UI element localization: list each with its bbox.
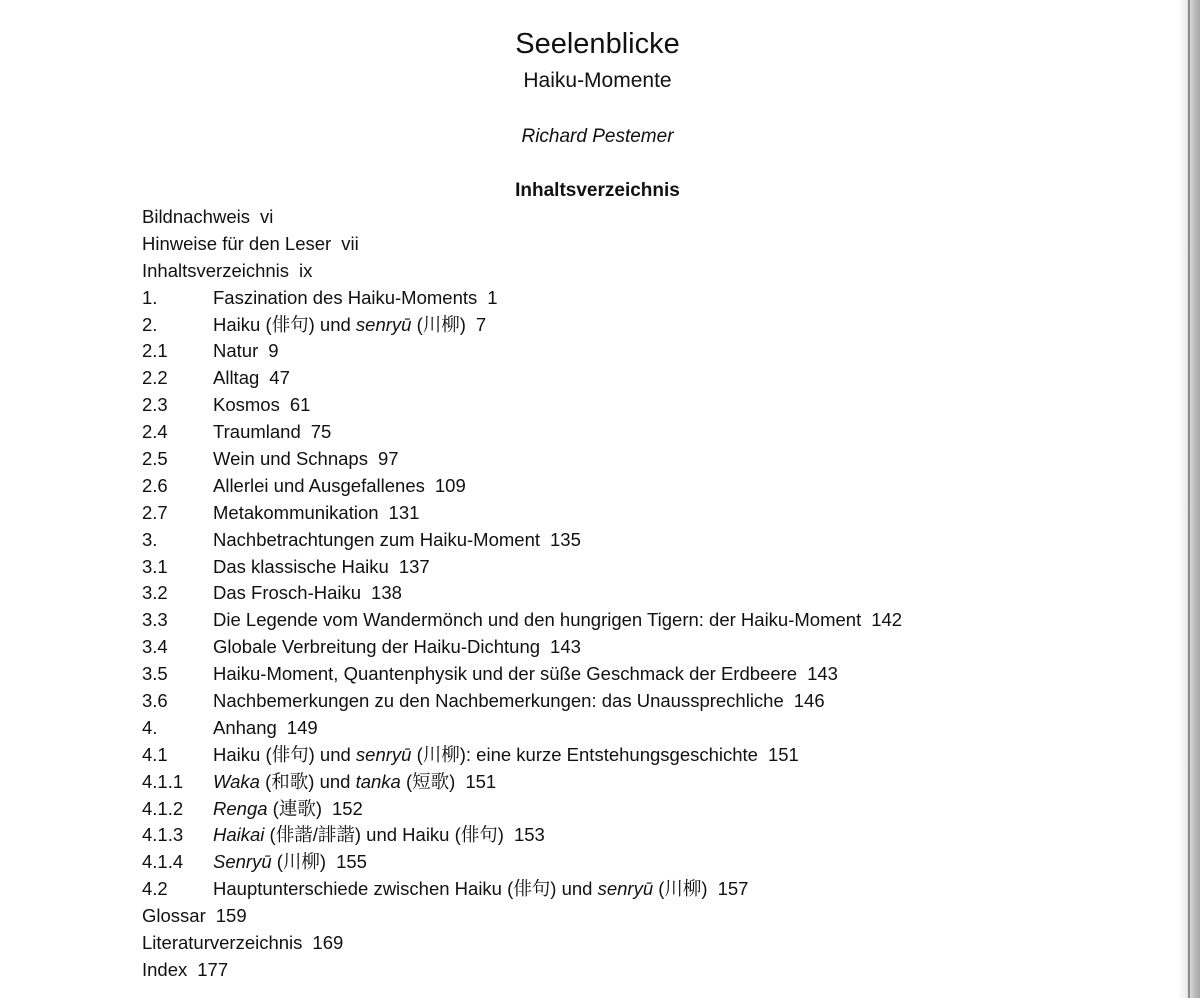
- toc-entry-label-part: Waka: [213, 770, 260, 792]
- toc-entry-label-part: Das Frosch-Haiku: [213, 582, 362, 604]
- toc-entry: [142, 661, 1172, 688]
- toc-entry-label-part: Die Legende vom Wandermönch und den hungrigen Tigern: der Haiku-Moment: [213, 609, 862, 631]
- toc-entry: [142, 822, 1172, 849]
- toc-entry-page: vi: [259, 206, 274, 227]
- toc-entry-label-part: Hauptunterschiede zwischen Haiku (俳句) und: [213, 878, 598, 900]
- toc-entry-page: 7: [475, 313, 487, 335]
- toc-entry: [142, 365, 1172, 392]
- toc-entry-label: Literaturverzeichnis: [142, 932, 303, 954]
- toc-entry-label: [213, 717, 277, 738]
- toc-entry-label-part: (川柳): [653, 878, 708, 900]
- toc-entry-label-part: Haiku-Moment, Quantenphysik und der süße Geschmack der Erdbeere: [213, 663, 798, 685]
- toc-entry-label: [213, 609, 861, 630]
- toc-entry-number: 2.1: [142, 340, 168, 362]
- toc-entry-label: [213, 582, 361, 603]
- toc-entry-label-part: (川柳): [271, 851, 327, 873]
- toc-entry-label-part: Haikai: [213, 824, 265, 846]
- toc-entry-number: 2.5: [142, 448, 168, 470]
- toc-entry-label-part: Haiku (俳句) und: [213, 743, 356, 765]
- toc-entry-number: 2.6: [142, 474, 168, 496]
- toc-entry-label: [213, 744, 758, 765]
- toc-entry-number: 3.4: [142, 636, 168, 658]
- toc-entry-page: 142: [871, 609, 903, 631]
- toc-entry-label-part: senryū: [355, 743, 412, 765]
- book-subtitle: Haiku-Momente: [523, 69, 672, 92]
- toc-entry-page: 47: [269, 367, 290, 389]
- toc-entry-page: ix: [299, 259, 313, 281]
- toc-entry-label: [213, 636, 540, 657]
- book-title: Seelenblicke: [515, 28, 680, 60]
- book-author: Richard Pestemer: [521, 126, 674, 147]
- toc-entry: [142, 419, 1172, 446]
- toc-entry-page: 157: [717, 878, 749, 900]
- toc-entry-label-part: Traumland: [213, 421, 301, 443]
- toc-entry: [142, 392, 1172, 419]
- toc-entry: [142, 258, 1172, 285]
- toc-entry-number: 2.4: [142, 421, 168, 443]
- toc-entry-label-part: Natur: [213, 340, 259, 362]
- toc-entry: [142, 473, 1172, 500]
- toc-entry: [142, 742, 1172, 769]
- toc-entry-label: [213, 448, 368, 469]
- toc-entry-number: 4.1.3: [142, 824, 184, 846]
- toc-entry-page: 143: [550, 636, 581, 658]
- toc-entry-page: 131: [388, 501, 420, 523]
- toc-entry-number: 3.1: [142, 555, 168, 577]
- toc-entry-page: 151: [465, 770, 497, 792]
- toc-entry-page: 151: [767, 743, 799, 765]
- toc-heading: Inhaltsverzeichnis: [515, 180, 680, 201]
- toc-entry-number: 3.5: [142, 663, 168, 685]
- toc-entry-label-part: Allerlei und Ausgefallenes: [213, 474, 425, 496]
- toc-entry-number: 3.6: [142, 690, 168, 712]
- toc-entry: [142, 688, 1172, 715]
- toc-entry: [142, 231, 1172, 258]
- toc-entry-label: Hinweise für den Leser: [142, 232, 332, 254]
- toc-entry: [142, 634, 1172, 661]
- toc-entry-label: [213, 798, 322, 819]
- table-of-contents: [142, 204, 1172, 984]
- toc-entry-label: Glossar: [142, 905, 206, 927]
- toc-entry-page: 138: [371, 582, 402, 604]
- toc-entry-label: [213, 475, 425, 496]
- toc-entry: [142, 849, 1172, 876]
- toc-entry-number: 4.1.2: [142, 797, 184, 819]
- toc-entry: [142, 500, 1172, 527]
- toc-entry: [142, 338, 1172, 365]
- toc-entry-number: 2.7: [142, 501, 168, 523]
- toc-entry-page: 146: [793, 690, 825, 712]
- toc-entry: [142, 957, 1172, 984]
- toc-entry-page: 152: [331, 797, 363, 819]
- toc-entry-label-part: Renga: [213, 797, 268, 819]
- toc-entry-label-part: tanka: [355, 770, 401, 792]
- toc-entry: [142, 446, 1172, 473]
- toc-entry: [142, 607, 1172, 634]
- toc-entry-page: vii: [341, 232, 359, 254]
- toc-entry: [142, 796, 1172, 823]
- toc-entry: [142, 580, 1172, 607]
- toc-entry: [142, 312, 1172, 339]
- toc-entry-page: 177: [197, 958, 229, 980]
- toc-entry-label-part: (川柳): [411, 313, 466, 335]
- toc-entry-number: 3.2: [142, 582, 168, 604]
- toc-entry: [142, 876, 1172, 903]
- toc-entry-label: [213, 394, 280, 415]
- toc-entry-page: 109: [434, 474, 466, 496]
- toc-entry-label: [213, 502, 379, 523]
- toc-entry-number: 2.3: [142, 394, 168, 416]
- toc-entry-label: [213, 878, 708, 899]
- toc-entry: [142, 285, 1172, 312]
- toc-entry-label-part: Anhang: [213, 716, 277, 738]
- toc-entry-label: Inhaltsverzeichnis: [142, 259, 290, 281]
- toc-entry-label: [213, 529, 540, 550]
- toc-entry: [142, 204, 1172, 231]
- toc-entry: [142, 715, 1172, 742]
- toc-entry-number: 3.3: [142, 609, 168, 631]
- toc-entry-label-part: Alltag: [213, 367, 260, 389]
- toc-entry: [142, 527, 1172, 554]
- toc-entry-page: 1: [487, 286, 498, 308]
- toc-entry-label-part: Wein und Schnaps: [213, 448, 368, 470]
- toc-entry-label: Index: [142, 958, 188, 980]
- toc-entry-page: 153: [513, 824, 545, 846]
- toc-entry-label: [213, 314, 466, 335]
- toc-entry-number: 2.: [142, 313, 158, 335]
- toc-entry-label: [213, 851, 326, 872]
- toc-entry-label-part: Nachbemerkungen zu den Nachbemerkungen: das Unaussprechliche: [213, 690, 784, 712]
- toc-entry-label-part: Senryū: [213, 851, 272, 873]
- toc-entry-label: [213, 771, 455, 792]
- toc-entry-label: [213, 556, 389, 577]
- toc-entry-number: 1.: [142, 286, 158, 308]
- toc-entry-label-part: Globale Verbreitung der Haiku-Dichtung: [213, 636, 541, 658]
- toc-entry-number: 4.: [142, 716, 158, 738]
- toc-entry: [142, 769, 1172, 796]
- toc-entry-label-part: Kosmos: [213, 394, 280, 416]
- toc-entry-number: 4.1.4: [142, 851, 184, 873]
- toc-entry-page: 149: [286, 716, 318, 738]
- toc-entry-label: [213, 287, 477, 308]
- toc-entry-label: Bildnachweis: [142, 206, 250, 227]
- toc-entry-label-part: Faszination des Haiku-Moments: [213, 286, 478, 308]
- toc-entry-label-part: Das klassische Haiku: [213, 555, 389, 577]
- toc-entry-label: [213, 340, 258, 361]
- toc-entry-page: 143: [807, 663, 838, 685]
- toc-entry-label-part: (和歌) und: [259, 770, 356, 792]
- toc-entry-label-part: (短歌): [400, 770, 456, 792]
- page-edge-line: [1188, 0, 1190, 998]
- toc-entry-label: [213, 824, 504, 845]
- toc-entry-number: 3.: [142, 528, 158, 550]
- toc-entry-page: 61: [289, 394, 311, 416]
- toc-entry-label-part: Metakommunikation: [213, 501, 379, 523]
- toc-entry-page: 155: [336, 851, 367, 873]
- toc-entry-label-part: senryū: [355, 313, 412, 335]
- toc-entry-page: 97: [377, 448, 399, 470]
- toc-entry-label: [213, 663, 797, 684]
- toc-entry-label: [213, 690, 784, 711]
- toc-entry: [142, 903, 1172, 930]
- toc-entry-page: 137: [398, 555, 430, 577]
- toc-entry-page: 169: [312, 932, 344, 954]
- toc-entry-label-part: Haiku (俳句) und: [213, 313, 356, 335]
- toc-entry-label-part: senryū: [597, 878, 654, 900]
- toc-entry-number: 4.1: [142, 743, 168, 765]
- toc-entry-label-part: (俳諧/誹諧) und Haiku (俳句): [264, 824, 504, 846]
- toc-entry-page: 135: [550, 528, 581, 550]
- toc-entry-label-part: Nachbetrachtungen zum Haiku-Moment: [213, 528, 540, 550]
- toc-entry-number: 4.2: [142, 878, 168, 900]
- toc-entry-page: 75: [310, 421, 332, 443]
- toc-entry-page: 159: [215, 905, 247, 927]
- toc-entry-page: 9: [268, 340, 279, 362]
- toc-entry: [142, 930, 1172, 957]
- toc-entry-number: 2.2: [142, 367, 168, 389]
- toc-entry: [142, 554, 1172, 581]
- toc-entry-label-part: (連歌): [267, 797, 322, 819]
- toc-entry-number: 4.1.1: [142, 770, 184, 792]
- toc-entry-label: [213, 421, 301, 442]
- toc-entry-label-part: (川柳): eine kurze Entstehungsgeschichte: [411, 743, 758, 765]
- toc-entry-label: [213, 367, 259, 388]
